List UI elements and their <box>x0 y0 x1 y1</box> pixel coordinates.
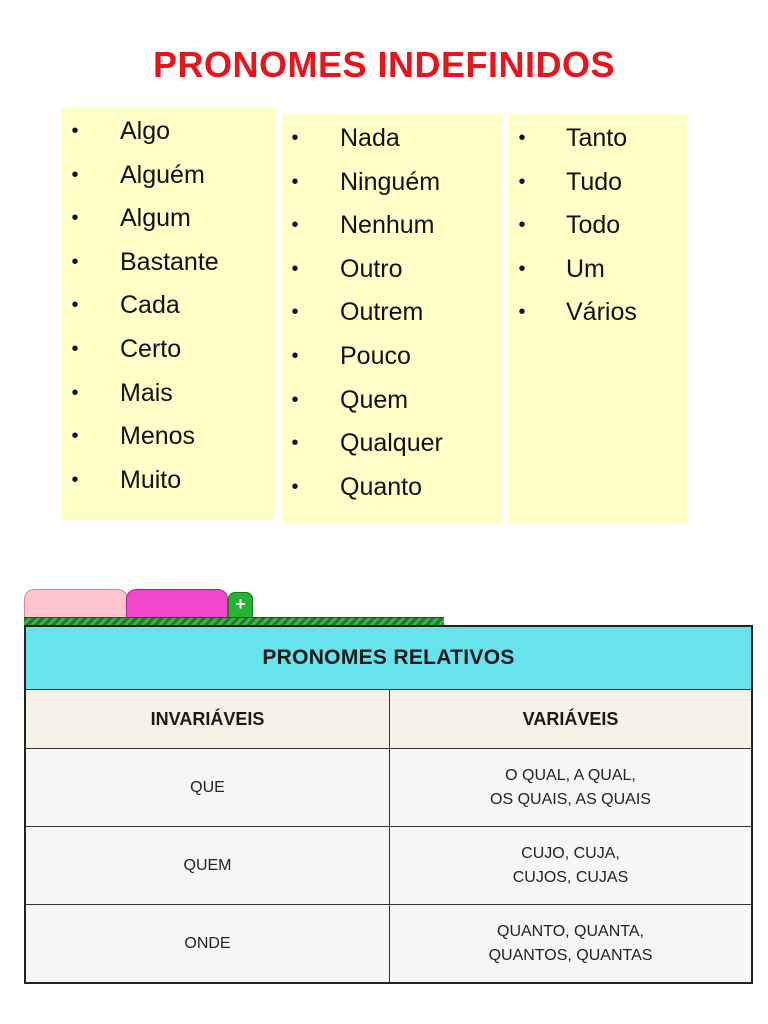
table-row <box>25 827 752 905</box>
bullet-icon: • <box>71 207 79 230</box>
indefinidos-column-3 <box>508 114 687 524</box>
bullet-icon: • <box>71 381 79 404</box>
cell-variavel-line: CUJO, CUJA, <box>521 844 620 862</box>
pronoun-label: Menos <box>120 422 196 451</box>
list-item <box>508 204 687 248</box>
relative-pronouns-table <box>24 625 753 984</box>
bullet-icon: • <box>71 294 79 317</box>
bullet-icon: • <box>291 170 299 193</box>
pronoun-label: Certo <box>120 334 182 363</box>
pronoun-label: Cada <box>120 291 180 320</box>
folder-tab-pink[interactable] <box>24 589 128 620</box>
list-item <box>282 466 502 510</box>
column-header-variaveis: VARIÁVEIS <box>390 690 753 749</box>
pronoun-label: Algum <box>120 204 191 233</box>
pronoun-label: Todo <box>566 211 621 240</box>
list-item <box>61 328 275 372</box>
list-item <box>61 459 275 503</box>
column-header-invariaveis: INVARIÁVEIS <box>25 690 390 749</box>
list-item <box>61 415 275 459</box>
pronoun-label: Nenhum <box>340 211 435 240</box>
pronoun-label: Qualquer <box>340 429 443 458</box>
cell-variavel-line: O QUAL, A QUAL, <box>505 766 636 784</box>
list-item <box>282 422 502 466</box>
pronoun-label: Nada <box>340 124 400 152</box>
table-row <box>25 905 752 984</box>
bullet-icon: • <box>291 127 299 149</box>
cell-invariavel: QUEM <box>25 827 390 905</box>
cell-variavel <box>390 905 753 984</box>
pronoun-label: Pouco <box>340 341 411 370</box>
list-item <box>61 241 275 285</box>
cell-variavel-line: CUJOS, CUJAS <box>512 868 629 886</box>
table-row <box>25 749 752 827</box>
list-item <box>61 197 275 241</box>
pronoun-label: Tanto <box>566 124 628 152</box>
folder-tab-magenta[interactable] <box>126 589 228 620</box>
bullet-icon: • <box>291 475 299 498</box>
pronoun-label: Quanto <box>340 472 423 501</box>
list-item <box>61 284 275 328</box>
plus-icon: + <box>235 594 246 614</box>
add-tab-button[interactable] <box>228 592 253 618</box>
pronoun-label: Muito <box>120 465 182 494</box>
bullet-icon: • <box>291 388 299 411</box>
list-item <box>61 372 275 416</box>
pronoun-label: Bastante <box>120 247 219 276</box>
list-item <box>61 110 275 154</box>
indefinidos-column-2 <box>282 114 502 524</box>
pronoun-list <box>508 114 687 335</box>
list-item <box>282 291 502 335</box>
bullet-icon: • <box>291 432 299 455</box>
list-item <box>282 248 502 292</box>
bullet-icon: • <box>291 301 299 324</box>
list-item <box>61 154 275 198</box>
bullet-icon: • <box>518 214 526 237</box>
bullet-icon: • <box>71 337 79 360</box>
cell-variavel-line: QUANTO, QUANTA, <box>497 922 644 940</box>
pronoun-label: Mais <box>120 378 173 407</box>
pronoun-label: Outro <box>340 254 403 283</box>
bullet-icon: • <box>518 127 526 149</box>
list-item <box>282 204 502 248</box>
list-item <box>508 291 687 335</box>
cell-invariavel: QUE <box>25 749 390 827</box>
pronoun-label: Tudo <box>566 167 623 196</box>
list-item <box>508 248 687 292</box>
bullet-icon: • <box>291 214 299 237</box>
indefinidos-column-1 <box>61 108 275 520</box>
cell-variavel <box>390 827 753 905</box>
bullet-icon: • <box>518 170 526 193</box>
bullet-icon: • <box>71 425 79 448</box>
pronoun-label: Alguém <box>120 160 205 189</box>
bullet-icon: • <box>518 301 526 324</box>
page-title: PRONOMES INDEFINIDOS <box>152 44 616 85</box>
bullet-icon: • <box>291 257 299 280</box>
list-item <box>282 335 502 379</box>
bullet-icon: • <box>518 257 526 280</box>
cell-variavel-line: QUANTOS, QUANTAS <box>488 946 653 964</box>
bullet-icon: • <box>71 250 79 273</box>
bullet-icon: • <box>71 120 79 142</box>
list-item <box>282 161 502 205</box>
list-item <box>508 161 687 205</box>
pronoun-label: Vários <box>566 298 637 327</box>
cell-variavel <box>390 749 753 827</box>
list-item <box>282 117 502 161</box>
cell-invariavel: ONDE <box>25 905 390 984</box>
pronoun-label: Ninguém <box>340 167 441 196</box>
bullet-icon: • <box>71 468 79 491</box>
table-title: PRONOMES RELATIVOS <box>25 626 752 690</box>
list-item <box>508 117 687 161</box>
bullet-icon: • <box>71 163 79 186</box>
pronoun-label: Um <box>566 254 605 283</box>
pronoun-label: Algo <box>120 117 171 145</box>
pronoun-list <box>282 114 502 509</box>
cell-variavel-line: OS QUAIS, AS QUAIS <box>490 790 651 808</box>
bullet-icon: • <box>291 344 299 367</box>
pronoun-list <box>61 108 275 502</box>
list-item <box>282 379 502 423</box>
pronoun-label: Outrem <box>340 298 424 327</box>
pronoun-label: Quem <box>340 385 409 414</box>
